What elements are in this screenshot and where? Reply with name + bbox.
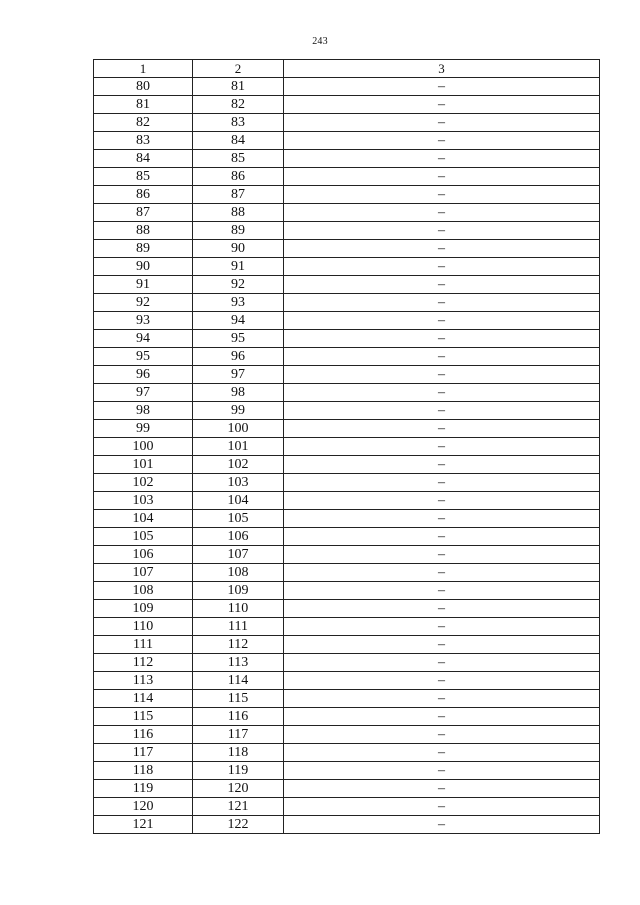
table-cell-col-1: 102	[94, 474, 193, 492]
table-cell-col-2: 115	[193, 690, 284, 708]
table-row	[94, 672, 600, 690]
table-row	[94, 276, 600, 294]
table-cell-col-2: 114	[193, 672, 284, 690]
table-cell-col-3: –	[284, 78, 600, 96]
table-cell-col-2: 99	[193, 402, 284, 420]
table-cell-col-2: 85	[193, 150, 284, 168]
table-cell-col-3: –	[284, 600, 600, 618]
table-cell-col-3: –	[284, 438, 600, 456]
table-row	[94, 618, 600, 636]
table-cell-col-1: 100	[94, 438, 193, 456]
table-cell-col-3: –	[284, 348, 600, 366]
table-cell-col-2: 105	[193, 510, 284, 528]
table-cell-col-1: 106	[94, 546, 193, 564]
table-row	[94, 510, 600, 528]
table-cell-col-1: 90	[94, 258, 193, 276]
table-cell-col-3: –	[284, 150, 600, 168]
table-cell-col-2: 106	[193, 528, 284, 546]
table-cell-col-3: –	[284, 492, 600, 510]
table-cell-col-1: 81	[94, 96, 193, 114]
table-cell-col-3: –	[284, 456, 600, 474]
table-row	[94, 186, 600, 204]
column-header-3: 3	[284, 60, 600, 78]
table-cell-col-3: –	[284, 780, 600, 798]
table-cell-col-2: 86	[193, 168, 284, 186]
table-row	[94, 78, 600, 96]
table-cell-col-1: 91	[94, 276, 193, 294]
table-row	[94, 114, 600, 132]
table-row	[94, 474, 600, 492]
table-cell-col-2: 118	[193, 744, 284, 762]
table-cell-col-1: 113	[94, 672, 193, 690]
table-cell-col-3: –	[284, 312, 600, 330]
table-cell-col-2: 111	[193, 618, 284, 636]
table-cell-col-2: 91	[193, 258, 284, 276]
table-cell-col-2: 108	[193, 564, 284, 582]
table-cell-col-1: 115	[94, 708, 193, 726]
data-table	[93, 59, 600, 834]
table-cell-col-3: –	[284, 510, 600, 528]
table-cell-col-2: 122	[193, 816, 284, 834]
table-row	[94, 456, 600, 474]
table-cell-col-1: 89	[94, 240, 193, 258]
table-cell-col-2: 98	[193, 384, 284, 402]
table-cell-col-3: –	[284, 330, 600, 348]
table-row	[94, 402, 600, 420]
table-cell-col-3: –	[284, 582, 600, 600]
table-row	[94, 492, 600, 510]
column-header-2: 2	[193, 60, 284, 78]
table-cell-col-1: 116	[94, 726, 193, 744]
table-cell-col-1: 117	[94, 744, 193, 762]
table-row	[94, 798, 600, 816]
table-row	[94, 240, 600, 258]
table-cell-col-3: –	[284, 744, 600, 762]
table-cell-col-3: –	[284, 114, 600, 132]
table-row	[94, 816, 600, 834]
table-cell-col-2: 84	[193, 132, 284, 150]
table-cell-col-1: 105	[94, 528, 193, 546]
table-cell-col-3: –	[284, 690, 600, 708]
table-cell-col-3: –	[284, 564, 600, 582]
table-cell-col-3: –	[284, 222, 600, 240]
table-cell-col-3: –	[284, 708, 600, 726]
table-row	[94, 330, 600, 348]
table-row	[94, 96, 600, 114]
table-row	[94, 762, 600, 780]
table-cell-col-2: 107	[193, 546, 284, 564]
table-row	[94, 222, 600, 240]
table-cell-col-3: –	[284, 528, 600, 546]
table-cell-col-2: 92	[193, 276, 284, 294]
table-cell-col-3: –	[284, 636, 600, 654]
table-row	[94, 780, 600, 798]
table-cell-col-2: 117	[193, 726, 284, 744]
table-cell-col-1: 88	[94, 222, 193, 240]
table-row	[94, 528, 600, 546]
table-row	[94, 564, 600, 582]
table-cell-col-3: –	[284, 420, 600, 438]
table-cell-col-2: 101	[193, 438, 284, 456]
table-cell-col-2: 113	[193, 654, 284, 672]
table-row	[94, 708, 600, 726]
table-row	[94, 132, 600, 150]
table-cell-col-1: 94	[94, 330, 193, 348]
table-cell-col-1: 121	[94, 816, 193, 834]
table-cell-col-1: 83	[94, 132, 193, 150]
table-cell-col-2: 100	[193, 420, 284, 438]
table-cell-col-3: –	[284, 546, 600, 564]
table-cell-col-1: 108	[94, 582, 193, 600]
table-cell-col-3: –	[284, 762, 600, 780]
table-cell-col-2: 119	[193, 762, 284, 780]
table-cell-col-2: 97	[193, 366, 284, 384]
table-cell-col-1: 120	[94, 798, 193, 816]
table-cell-col-1: 84	[94, 150, 193, 168]
table-row	[94, 582, 600, 600]
table-cell-col-1: 82	[94, 114, 193, 132]
table-cell-col-1: 103	[94, 492, 193, 510]
table-body	[94, 78, 600, 834]
table-cell-col-1: 80	[94, 78, 193, 96]
table-cell-col-3: –	[284, 276, 600, 294]
table-cell-col-2: 82	[193, 96, 284, 114]
table-row	[94, 546, 600, 564]
table-cell-col-1: 118	[94, 762, 193, 780]
table-row	[94, 654, 600, 672]
table-cell-col-2: 90	[193, 240, 284, 258]
table-cell-col-2: 120	[193, 780, 284, 798]
table-cell-col-1: 87	[94, 204, 193, 222]
table-row	[94, 726, 600, 744]
table-cell-col-2: 89	[193, 222, 284, 240]
table-row	[94, 636, 600, 654]
table-cell-col-1: 109	[94, 600, 193, 618]
table-cell-col-3: –	[284, 798, 600, 816]
table-cell-col-2: 112	[193, 636, 284, 654]
table-cell-col-3: –	[284, 204, 600, 222]
table-cell-col-1: 104	[94, 510, 193, 528]
table-cell-col-1: 114	[94, 690, 193, 708]
table-cell-col-2: 95	[193, 330, 284, 348]
table-cell-col-1: 98	[94, 402, 193, 420]
table-cell-col-1: 97	[94, 384, 193, 402]
table-cell-col-1: 99	[94, 420, 193, 438]
header-row	[94, 60, 600, 78]
table-cell-col-3: –	[284, 240, 600, 258]
table-cell-col-2: 83	[193, 114, 284, 132]
table-cell-col-3: –	[284, 402, 600, 420]
table-cell-col-2: 81	[193, 78, 284, 96]
table-cell-col-1: 101	[94, 456, 193, 474]
table-cell-col-1: 95	[94, 348, 193, 366]
table-row	[94, 420, 600, 438]
table-row	[94, 438, 600, 456]
table-cell-col-1: 112	[94, 654, 193, 672]
table-cell-col-1: 92	[94, 294, 193, 312]
table-row	[94, 150, 600, 168]
table-row	[94, 600, 600, 618]
table-cell-col-1: 111	[94, 636, 193, 654]
table-cell-col-1: 107	[94, 564, 193, 582]
table-header	[94, 60, 600, 78]
table-row	[94, 690, 600, 708]
table-row	[94, 348, 600, 366]
table-cell-col-2: 116	[193, 708, 284, 726]
table-cell-col-3: –	[284, 384, 600, 402]
table-cell-col-1: 93	[94, 312, 193, 330]
table-row	[94, 204, 600, 222]
table-cell-col-2: 96	[193, 348, 284, 366]
table-cell-col-1: 119	[94, 780, 193, 798]
table-cell-col-1: 96	[94, 366, 193, 384]
table-row	[94, 258, 600, 276]
table-row	[94, 744, 600, 762]
table-row	[94, 384, 600, 402]
table-cell-col-2: 88	[193, 204, 284, 222]
table-cell-col-2: 102	[193, 456, 284, 474]
table-cell-col-3: –	[284, 672, 600, 690]
table-cell-col-3: –	[284, 816, 600, 834]
table-cell-col-3: –	[284, 186, 600, 204]
table-row	[94, 168, 600, 186]
table-cell-col-3: –	[284, 132, 600, 150]
table-cell-col-3: –	[284, 258, 600, 276]
table-cell-col-3: –	[284, 726, 600, 744]
table-row	[94, 366, 600, 384]
table-cell-col-2: 109	[193, 582, 284, 600]
table-cell-col-2: 93	[193, 294, 284, 312]
page-number: 243	[312, 36, 328, 47]
table-cell-col-1: 85	[94, 168, 193, 186]
table-cell-col-2: 103	[193, 474, 284, 492]
table-cell-col-1: 86	[94, 186, 193, 204]
table-cell-col-3: –	[284, 96, 600, 114]
table-cell-col-3: –	[284, 168, 600, 186]
table-cell-col-2: 104	[193, 492, 284, 510]
table-cell-col-3: –	[284, 618, 600, 636]
table-cell-col-3: –	[284, 474, 600, 492]
table-cell-col-3: –	[284, 654, 600, 672]
table-row	[94, 294, 600, 312]
table-cell-col-2: 87	[193, 186, 284, 204]
table-cell-col-3: –	[284, 294, 600, 312]
table-cell-col-2: 94	[193, 312, 284, 330]
table-row	[94, 312, 600, 330]
table-cell-col-3: –	[284, 366, 600, 384]
table-cell-col-2: 110	[193, 600, 284, 618]
table-cell-col-1: 110	[94, 618, 193, 636]
column-header-1: 1	[94, 60, 193, 78]
table-cell-col-2: 121	[193, 798, 284, 816]
